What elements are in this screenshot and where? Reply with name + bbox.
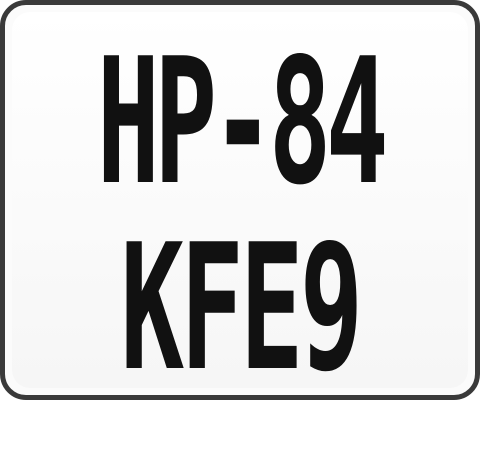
plate-line-2: KFE9 xyxy=(120,206,360,410)
plate-line-1: HP-84 xyxy=(96,20,384,224)
